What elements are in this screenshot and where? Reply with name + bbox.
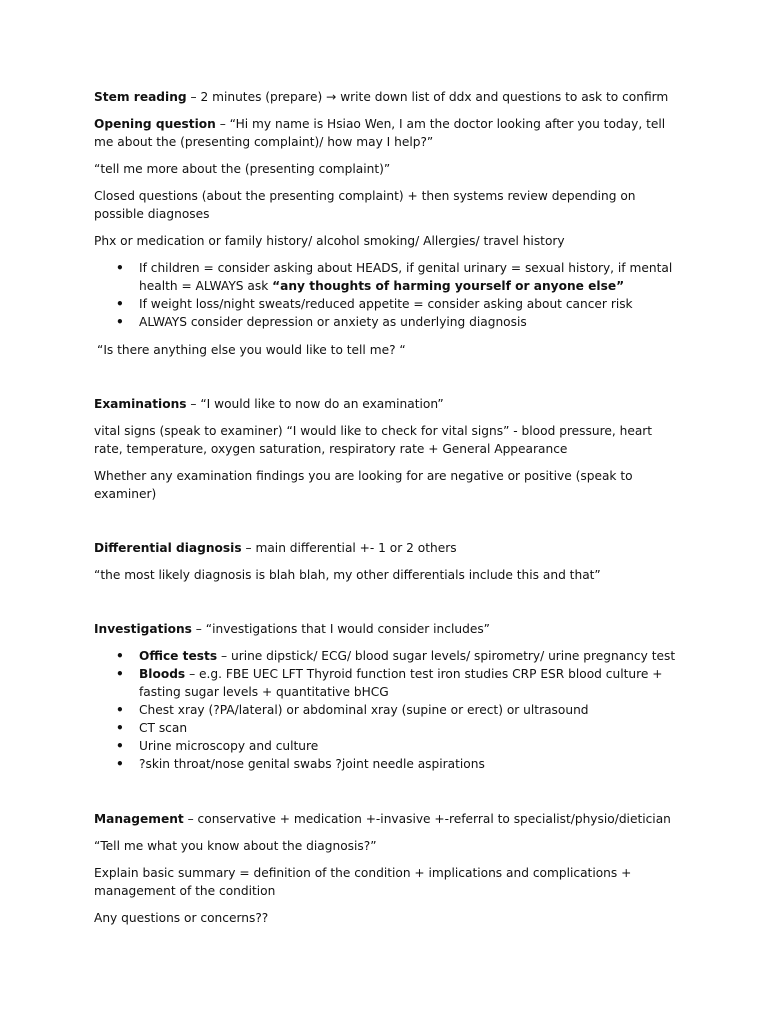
- management-paragraph: [94, 810, 684, 828]
- examinations-heading: Examinations: [94, 397, 187, 411]
- spacer: [94, 783, 684, 810]
- investigations-heading: Investigations: [94, 622, 192, 636]
- office-tests-text: – urine dipstick/ ECG/ blood sugar levels/ spirometry/ urine pregnancy test: [217, 649, 676, 663]
- investigations-paragraph: [94, 620, 684, 638]
- history-bullet-list: [94, 259, 684, 331]
- investigations-bullet-list: [94, 647, 684, 773]
- findings-paragraph: Whether any examination findings you are looking for are negative or positive (speak to examiner): [94, 469, 633, 501]
- opening-text: – “Hi my name is Hsiao Wen, I am the doctor looking after you today, tell me about the (presenting complaint)/ how may I help?”: [94, 117, 666, 149]
- opening-heading: Opening question: [94, 117, 216, 131]
- opening-paragraph: [94, 115, 684, 151]
- spacer: [94, 593, 684, 620]
- anything-else-paragraph: “Is there anything else you would like to tell me? “: [97, 343, 406, 357]
- bloods-text: – e.g. FBE UEC LFT Thyroid function test iron studies CRP ESR blood culture + fasting sugar levels + quantitative bHCG: [139, 667, 663, 699]
- history-bullet-1-text: If children = consider asking about HEADS, if genital urinary = sexual history, if mental health = ALWAYS ask: [139, 261, 673, 293]
- investigations-text: – “investigations that I would consider includes”: [191, 622, 490, 636]
- vitals-paragraph: vital signs (speak to examiner) “I would like to check for vital signs” - blood pressure, heart rate, temperature, oxygen saturation, respiratory rate + General Appearance: [94, 424, 653, 456]
- stem-heading: Stem reading: [94, 90, 187, 104]
- closed-questions-paragraph: Closed questions (about the presenting complaint) + then systems review depending on possible diagnoses: [94, 189, 636, 221]
- phx-paragraph: Phx or medication or family history/ alcohol smoking/ Allergies/ travel history: [94, 234, 565, 248]
- spacer: [94, 368, 684, 395]
- examinations-paragraph: [94, 395, 684, 413]
- list-item: • ?skin throat/nose genital swabs ?joint needle aspirations: [139, 755, 684, 773]
- bloods-label: Bloods: [139, 667, 186, 681]
- stem-text: – 2 minutes (prepare) → write down list of ddx and questions to ask to confirm: [186, 90, 669, 104]
- list-item: • Chest xray (?PA/lateral) or abdominal xray (supine or erect) or ultrasound: [139, 701, 684, 719]
- list-item: • If weight loss/night sweats/reduced appetite = consider asking about cancer risk: [139, 295, 684, 313]
- examinations-text: – “I would like to now do an examination”: [186, 397, 444, 411]
- differential-text: – main differential +- 1 or 2 others: [241, 541, 457, 555]
- list-item: [139, 259, 684, 295]
- document-page: [94, 88, 684, 936]
- list-item: • ALWAYS consider depression or anxiety as underlying diagnosis: [139, 313, 684, 331]
- questions-paragraph: Any questions or concerns??: [94, 911, 269, 925]
- office-tests-label: Office tests: [139, 649, 218, 663]
- list-item: • CT scan: [139, 719, 684, 737]
- list-item: • Urine microscopy and culture: [139, 737, 684, 755]
- management-heading: Management: [94, 812, 184, 826]
- tell-more-paragraph: “tell me more about the (presenting complaint)”: [94, 162, 391, 176]
- spacer: [94, 512, 684, 539]
- list-item: [139, 647, 684, 665]
- differential-quote-paragraph: “the most likely diagnosis is blah blah, my other differentials include this and that”: [94, 568, 601, 582]
- differential-paragraph: [94, 539, 684, 557]
- differential-heading: Differential diagnosis: [94, 541, 242, 555]
- summary-paragraph: Explain basic summary = definition of the condition + implications and complications + management of the condition: [94, 866, 632, 898]
- management-quote-paragraph: “Tell me what you know about the diagnosis?”: [94, 839, 377, 853]
- list-item: [139, 665, 684, 701]
- stem-paragraph: [94, 88, 684, 106]
- management-text: – conservative + medication +-invasive +-referral to specialist/physio/dietician: [183, 812, 671, 826]
- history-bullet-1-bold: “any thoughts of harming yourself or anyone else”: [272, 279, 625, 293]
